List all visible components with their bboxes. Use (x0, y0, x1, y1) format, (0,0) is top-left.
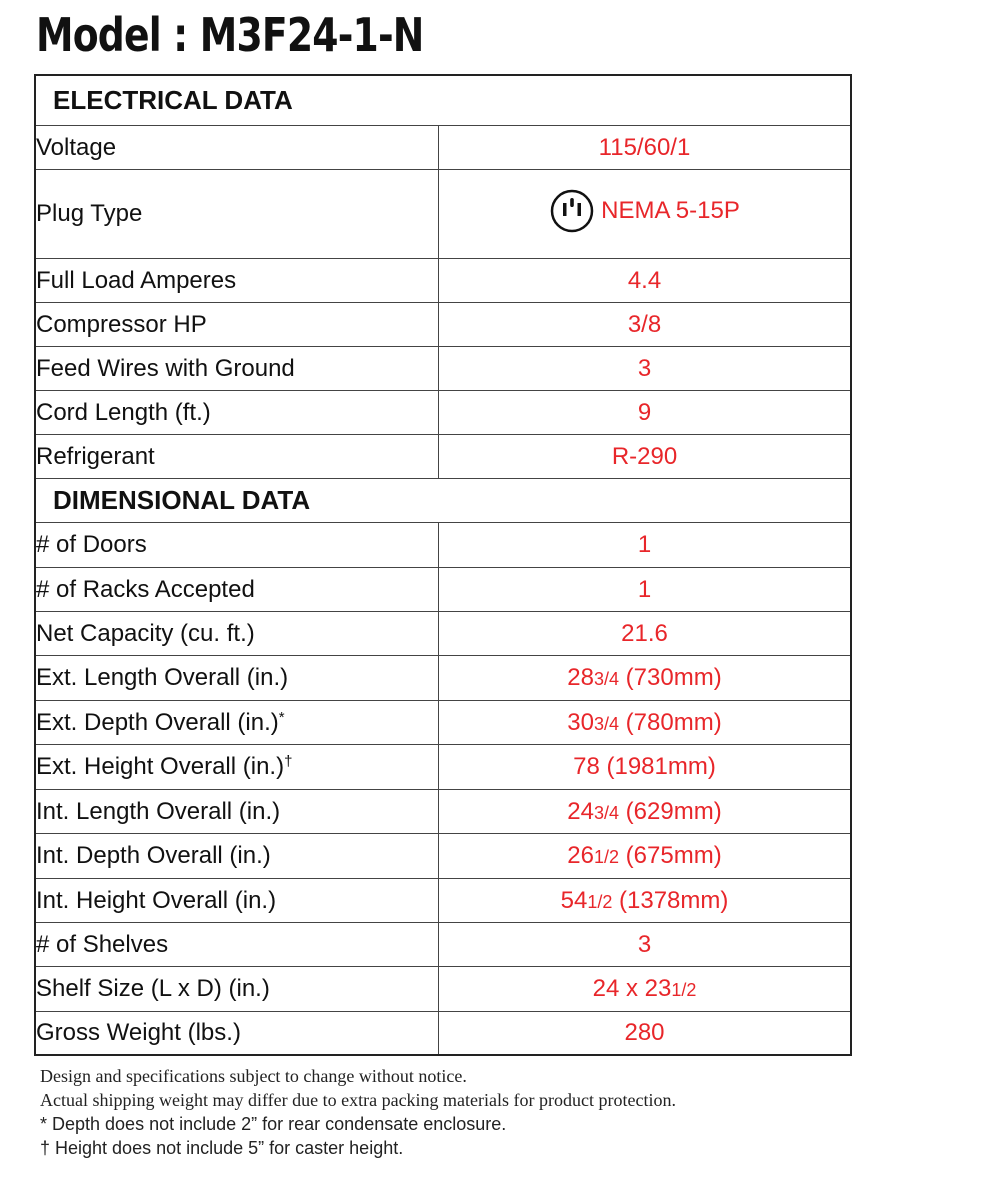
footnote-mark: * (278, 708, 285, 726)
table-row (35, 790, 851, 834)
row-value (439, 967, 852, 1012)
row-value: 1 (439, 523, 852, 568)
row-value: 1 (439, 568, 852, 612)
table-row (35, 1012, 851, 1055)
row-label: Net Capacity (cu. ft.) (35, 612, 439, 656)
note-shipping-weight: Actual shipping weight may differ due to extra packing materials for product protection. (40, 1090, 676, 1110)
note-design: Design and specifications subject to change without notice. (40, 1066, 467, 1086)
table-row (35, 701, 851, 745)
table-row (35, 568, 851, 612)
spec-table (34, 74, 852, 1056)
table-row (35, 435, 851, 479)
value-fraction: 3/4 (593, 802, 620, 823)
row-value: 9 (439, 391, 852, 435)
row-label: Voltage (35, 126, 439, 170)
table-row (35, 834, 851, 879)
table-row (35, 745, 851, 790)
row-value: 3/8 (439, 303, 852, 347)
row-value: 21.6 (439, 612, 852, 656)
row-label: Compressor HP (35, 303, 439, 347)
value-metric: (1378mm) (612, 886, 729, 914)
table-row (35, 391, 851, 435)
row-value: 115/60/1 (439, 126, 852, 170)
row-value (439, 656, 852, 701)
value-fraction: 3/4 (593, 669, 620, 689)
row-value (439, 170, 852, 259)
row-label: Int. Length Overall (in.) (35, 790, 439, 834)
table-row (35, 170, 851, 259)
section-header-electrical (35, 75, 851, 126)
section-heading: DIMENSIONAL DATA (35, 479, 851, 523)
value-whole: 54 (560, 886, 588, 914)
value-fraction: 3/4 (593, 713, 620, 734)
row-value: 78 (1981mm) (439, 745, 852, 790)
row-label: Int. Height Overall (in.) (35, 879, 439, 923)
table-row (35, 923, 851, 967)
value-metric: (730mm) (619, 664, 722, 691)
value-whole: 30 (567, 708, 594, 736)
row-label (35, 745, 439, 790)
page-title: Model : M3F24-1-N (36, 8, 424, 62)
row-value: 3 (439, 347, 852, 391)
row-value (439, 790, 852, 834)
section-header-dimensional (35, 479, 851, 523)
row-label (35, 701, 439, 745)
table-row (35, 656, 851, 701)
value-metric: (629mm) (619, 797, 722, 825)
value-fraction: 1/2 (587, 891, 613, 912)
row-label: Shelf Size (L x D) (in.) (35, 967, 439, 1012)
row-label: Refrigerant (35, 435, 439, 479)
table-row (35, 259, 851, 303)
row-label-text: Ext. Height Overall (in.) (36, 753, 285, 780)
row-label-text: Ext. Depth Overall (in.) (36, 708, 279, 736)
nema-plug-icon (549, 188, 595, 234)
table-row (35, 967, 851, 1012)
row-value: R-290 (439, 435, 852, 479)
value-fraction: 1/2 (593, 847, 620, 867)
value-whole: 24 x 23 (592, 975, 672, 1002)
note-height: † Height does not include 5” for caster height. (40, 1138, 404, 1158)
row-label: Cord Length (ft.) (35, 391, 439, 435)
table-row (35, 126, 851, 170)
row-label: Full Load Amperes (35, 259, 439, 303)
plug-type-value (549, 188, 740, 234)
note-depth: * Depth does not include 2” for rear condensate enclosure. (40, 1114, 507, 1134)
row-value (439, 701, 852, 745)
table-row (35, 879, 851, 923)
value-whole: 26 (567, 842, 594, 869)
value-metric: (675mm) (619, 842, 722, 869)
section-heading: ELECTRICAL DATA (35, 75, 851, 126)
row-label: Feed Wires with Ground (35, 347, 439, 391)
table-row (35, 347, 851, 391)
plug-type-text: NEMA 5-15P (601, 196, 740, 224)
row-label: # of Shelves (35, 923, 439, 967)
row-value: 4.4 (439, 259, 852, 303)
row-value (439, 879, 852, 923)
value-fraction: 1/2 (671, 980, 697, 1000)
table-row (35, 612, 851, 656)
row-label: Int. Depth Overall (in.) (35, 834, 439, 879)
value-whole: 24 (567, 797, 594, 825)
value-whole: 28 (567, 664, 594, 691)
row-label: Gross Weight (lbs.) (35, 1012, 439, 1055)
row-label: # of Doors (35, 523, 439, 568)
value-metric: (780mm) (619, 708, 722, 736)
row-label: Plug Type (35, 170, 439, 259)
row-value: 280 (439, 1012, 852, 1055)
table-row (35, 523, 851, 568)
row-label: Ext. Length Overall (in.) (35, 656, 439, 701)
row-label: # of Racks Accepted (35, 568, 439, 612)
footnote-mark: † (284, 753, 293, 770)
row-value: 3 (439, 923, 852, 967)
row-value (439, 834, 852, 879)
footnotes (40, 1064, 940, 1160)
table-row (35, 303, 851, 347)
